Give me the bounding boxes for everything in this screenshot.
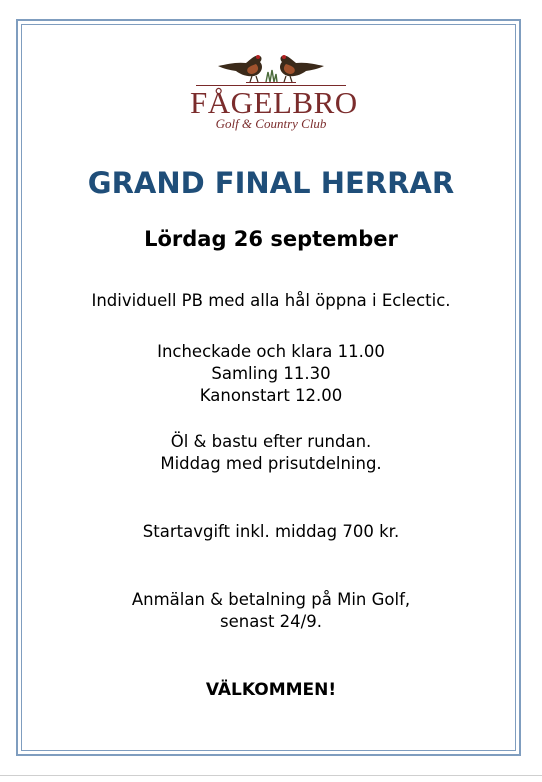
- welcome-text: VÄLKOMMEN!: [205, 680, 337, 700]
- after-dinner: Middag med prisutdelning.: [160, 454, 382, 473]
- schedule-checkin: Incheckade och klara 11.00: [157, 342, 385, 361]
- pheasants-icon: [216, 44, 326, 84]
- entry-fee: Startavgift inkl. middag 700 kr.: [142, 522, 400, 541]
- registration-line-2: senast 24/9.: [220, 612, 322, 631]
- schedule-gathering: Samling 11.30: [211, 364, 331, 383]
- page-bottom-divider: [0, 775, 542, 776]
- event-date: Lördag 26 september: [144, 227, 398, 251]
- logo-tagline: Golf & Country Club: [215, 116, 327, 131]
- registration-line-1: Anmälan & betalning på Min Golf,: [131, 590, 411, 609]
- after-sauna: Öl & bastu efter rundan.: [170, 432, 372, 451]
- schedule-start: Kanonstart 12.00: [199, 386, 343, 405]
- club-logo: [190, 44, 358, 140]
- page-title: GRAND FINAL HERRAR: [87, 166, 455, 200]
- format-text: Individuell PB med alla hål öppna i Eclectic.: [91, 291, 451, 310]
- logo-name: FÅGELBRO: [190, 85, 358, 120]
